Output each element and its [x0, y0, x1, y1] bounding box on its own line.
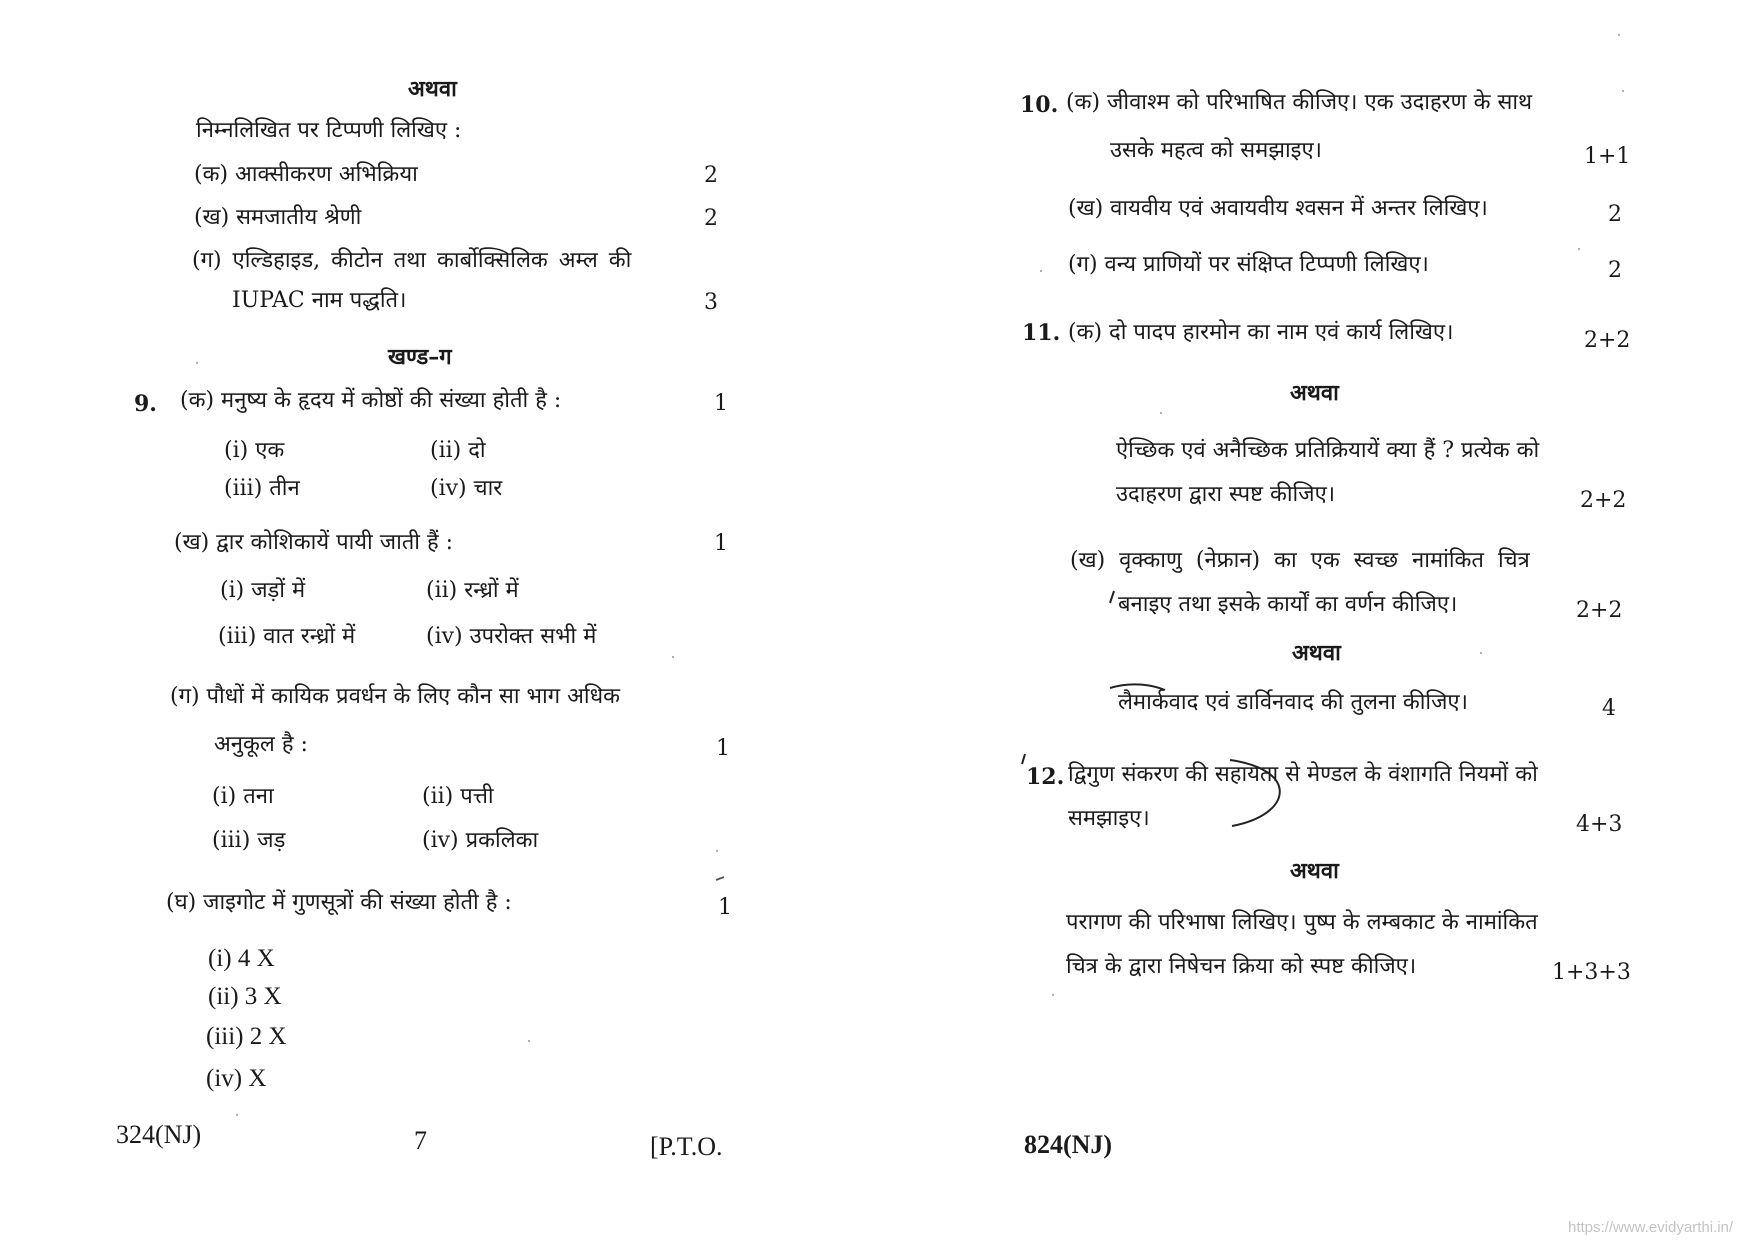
q9a-marks: 1 [714, 391, 728, 416]
q9b-question: (ख) द्वार कोशिकायें पायी जाती हैं : [174, 530, 454, 555]
q9a-option-2: (ii) दो [430, 438, 486, 463]
q12-line2: समझाइए। [1068, 806, 1150, 831]
q11b-marks: 2+2 [1576, 598, 1623, 623]
q9a-option-3: (iii) तीन [224, 476, 300, 501]
q9a-question: (क) मनुष्य के हृदय में कोष्ठों की संख्या होती है : [180, 388, 562, 413]
q10a-marks: 1+1 [1584, 144, 1631, 169]
q8-alt-part-c-line1: (ग) एल्डिहाइड, कीटोन तथा कार्बोक्सिलिक अम्ल की [192, 248, 632, 273]
athva-heading-3: अथवा [1292, 640, 1341, 666]
q9d-option-3: (iii) 2 X [206, 1023, 287, 1050]
q11a-marks: 2+2 [1584, 328, 1631, 353]
watermark: https://www.evidyarthi.in/ [1568, 1219, 1734, 1236]
q9a-option-1: (i) एक [224, 438, 285, 463]
q8-alt-intro: निम्नलिखित पर टिप्पणी लिखिए : [196, 118, 462, 143]
left-footer-page-number: 7 [414, 1126, 427, 1155]
q12-alt-line2: चित्र के द्वारा निषेचन क्रिया को स्पष्ट कीजिए। [1066, 954, 1417, 979]
q9a-option-4: (iv) चार [430, 476, 503, 501]
q10c-marks: 2 [1608, 258, 1622, 283]
pen-tick-q12 [1022, 754, 1025, 764]
q11-number: 11. [1022, 320, 1061, 346]
left-footer-pto: [P.T.O. [650, 1132, 723, 1161]
q11b-alt-question: लैमार्कवाद एवं डार्विनवाद की तुलना कीजिए। [1118, 690, 1468, 715]
q11a-question: (क) दो पादप हारमोन का नाम एवं कार्य लिखिए। [1068, 320, 1454, 345]
q10a-line1: (क) जीवाश्म को परिभाषित कीजिए। एक उदाहरण के साथ [1066, 90, 1533, 115]
scan-speck [528, 1040, 530, 1042]
q9c-question-line1: (ग) पौधों में कायिक प्रवर्धन के लिए कौन सा भाग अधिक [170, 684, 621, 709]
q9d-option-2: (ii) 3 X [208, 983, 282, 1010]
scan-speck [1578, 248, 1580, 250]
q9c-option-3: (iii) जड़ [212, 828, 286, 853]
athva-heading-1: अथवा [408, 76, 457, 102]
q9d-marks: 1 [718, 895, 732, 920]
q9b-option-1: (i) जड़ों में [220, 578, 306, 603]
scan-speck [1480, 652, 1482, 654]
scan-speck [1618, 34, 1620, 36]
q11a-alt-marks: 2+2 [1580, 488, 1627, 513]
q8-alt-part-c-marks: 3 [704, 290, 718, 315]
left-footer-code: 324(NJ) [116, 1120, 202, 1149]
q12-alt-marks: 1+3+3 [1552, 960, 1631, 985]
pen-tick-q11b [1110, 591, 1114, 603]
scan-speck [672, 656, 674, 658]
q9d-option-1: (i) 4 X [208, 945, 275, 972]
scan-speck [196, 362, 198, 364]
q9c-marks: 1 [716, 736, 730, 761]
athva-heading-4: अथवा [1290, 858, 1339, 884]
q10b-question: (ख) वायवीय एवं अवायवीय श्वसन में अन्तर लिखिए। [1068, 196, 1488, 221]
q8-alt-part-c-line2: IUPAC नाम पद्धति। [232, 288, 407, 313]
q9c-option-1: (i) तना [212, 784, 274, 809]
scan-speck [716, 850, 718, 852]
q11a-alt-line2: उदाहरण द्वारा स्पष्ट कीजिए। [1116, 482, 1336, 507]
scan-dash [716, 877, 724, 880]
q9c-option-2: (ii) पत्ती [422, 784, 494, 809]
q9b-option-4: (iv) उपरोक्त सभी में [426, 624, 597, 649]
right-footer-code: 824(NJ) [1024, 1130, 1113, 1159]
q12-marks: 4+3 [1576, 812, 1623, 837]
q10b-marks: 2 [1608, 202, 1622, 227]
q11b-line2: बनाइए तथा इसके कार्यों का वर्णन कीजिए। [1118, 592, 1458, 617]
q12-number: 12. [1026, 764, 1065, 790]
q11b-line1: (ख) वृक्काणु (नेफ्रान) का एक स्वच्छ नामांकित चित्र [1070, 548, 1530, 573]
q11b-alt-marks: 4 [1602, 696, 1616, 721]
q9c-option-4: (iv) प्रकलिका [422, 828, 539, 853]
q10a-line2: उसके महत्व को समझाइए। [1110, 138, 1322, 163]
q12-line1: द्विगुण संकरण की सहायता से मेण्डल के वंशागति नियमों को [1068, 762, 1538, 787]
q8-alt-part-b-marks: 2 [704, 206, 718, 231]
q11a-alt-line1: ऐच्छिक एवं अनैच्छिक प्रतिक्रियायें क्या हैं ? प्रत्येक को [1116, 438, 1540, 463]
scan-speck [236, 1114, 238, 1116]
pen-stroke-lamarck [1110, 684, 1165, 690]
q9b-marks: 1 [714, 531, 728, 556]
q9d-option-4: (iv) X [206, 1065, 267, 1092]
scan-speck [1040, 270, 1042, 272]
q9-number: 9. [134, 391, 157, 417]
q10c-question: (ग) वन्य प्राणियों पर संक्षिप्त टिप्पणी लिखिए। [1068, 252, 1429, 277]
q8-alt-part-a-marks: 2 [704, 163, 718, 188]
pen-stroke-q12 [1230, 760, 1280, 826]
scan-speck [1160, 412, 1162, 414]
q9b-option-2: (ii) रन्ध्रों में [426, 578, 519, 603]
q9d-question: (घ) जाइगोट में गुणसूत्रों की संख्या होती है : [166, 890, 512, 915]
section-heading: खण्ड–ग [388, 344, 452, 370]
q12-alt-line1: परागण की परिभाषा लिखिए। पुष्प के लम्बकाट के नामांकित [1066, 910, 1538, 935]
q8-alt-part-b: (ख) समजातीय श्रेणी [194, 205, 362, 230]
q9b-option-3: (iii) वात रन्ध्रों में [218, 624, 356, 649]
q9c-question-line2: अनुकूल है : [214, 732, 308, 757]
scan-speck [1052, 994, 1054, 996]
scan-speck [1622, 90, 1624, 92]
q8-alt-part-a: (क) आक्सीकरण अभिक्रिया [194, 162, 418, 187]
athva-heading-2: अथवा [1290, 380, 1339, 406]
q10-number: 10. [1020, 92, 1059, 118]
